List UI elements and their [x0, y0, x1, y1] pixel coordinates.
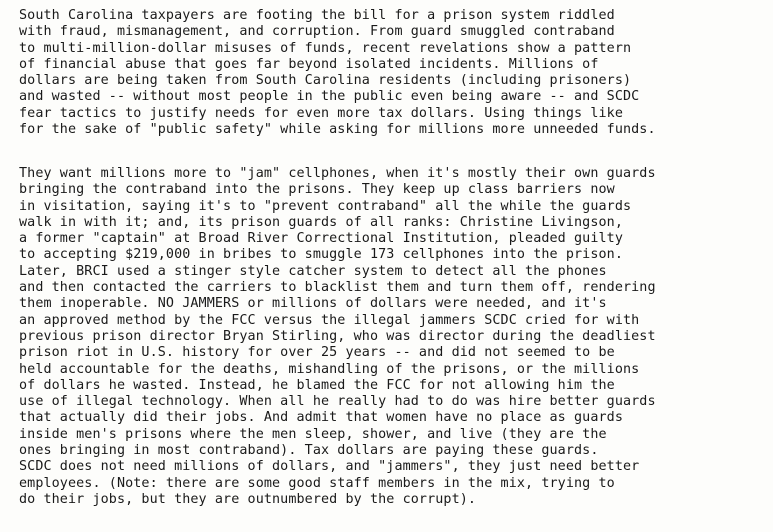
text-line: inside men's prisons where the men sleep, shower, and live (they are the: [19, 426, 607, 442]
paragraph-jammers: [19, 166, 656, 508]
text-line: Later, BRCI used a stinger style catcher system to detect all the phones: [19, 263, 607, 279]
text-line: employees. (Note: there are some good staff members in the mix, trying to: [19, 475, 615, 491]
text-line: a former "captain" at Broad River Correctional Institution, pleaded guilty: [19, 231, 623, 247]
text-line: use of illegal technology. When all he really had to do was hire better guards: [19, 394, 656, 410]
text-line: of dollars he wasted. Instead, he blamed the FCC for not allowing him the: [19, 377, 615, 393]
text-line: bringing the contraband into the prisons. They keep up class barriers now: [19, 182, 615, 198]
paragraph-taxpayers: [19, 8, 656, 138]
text-line: South Carolina taxpayers are footing the bill for a prison system riddled: [19, 8, 615, 23]
text-line: with fraud, mismanagement, and corruption. From guard smuggled contraband: [19, 24, 615, 40]
text-line: and then contacted the carriers to blacklist them and turn them off, rendering: [19, 280, 656, 296]
text-line: dollars are being taken from South Carolina residents (including prisoners): [19, 73, 632, 89]
text-line: them inoperable. NO JAMMERS or millions of dollars were needed, and it's: [19, 296, 607, 312]
text-line: They want millions more to "jam" cellphones, when it's mostly their own guards: [19, 166, 656, 181]
text-line: to accepting $219,000 in bribes to smuggle 173 cellphones into the prison.: [19, 247, 623, 263]
text-line: ones bringing in most contraband). Tax dollars are paying these guards.: [19, 443, 599, 459]
text-line: held accountable for the deaths, mishandling of the prisons, or the millions: [19, 361, 640, 377]
text-line: do their jobs, but they are outnumbered by the corrupt).: [19, 491, 477, 507]
text-line: that actually did their jobs. And admit that women have no place as guards: [19, 410, 623, 426]
text-line: SCDC does not need millions of dollars, and "jammers", they just need better: [19, 459, 640, 475]
text-line: fear tactics to justify needs for even more tax dollars. Using things like: [19, 105, 623, 121]
text-line: for the sake of "public safety" while asking for millions more unneeded funds.: [19, 122, 656, 138]
text-line: prison riot in U.S. history for over 25 years -- and did not seemed to be: [19, 345, 615, 361]
text-line: an approved method by the FCC versus the illegal jammers SCDC cried for with: [19, 312, 640, 328]
text-line: walk in with it; and, its prison guards of all ranks: Christine Livingson,: [19, 214, 623, 230]
text-line: in visitation, saying it's to "prevent contraband" all the while the guards: [19, 198, 632, 214]
text-line: of financial abuse that goes far beyond isolated incidents. Millions of: [19, 56, 599, 72]
text-line: to multi-million-dollar misuses of funds, recent revelations show a pattern: [19, 40, 632, 56]
text-line: and wasted -- without most people in the public even being aware -- and SCDC: [19, 89, 640, 105]
text-line: previous prison director Bryan Stirling, who was director during the deadliest: [19, 328, 656, 344]
